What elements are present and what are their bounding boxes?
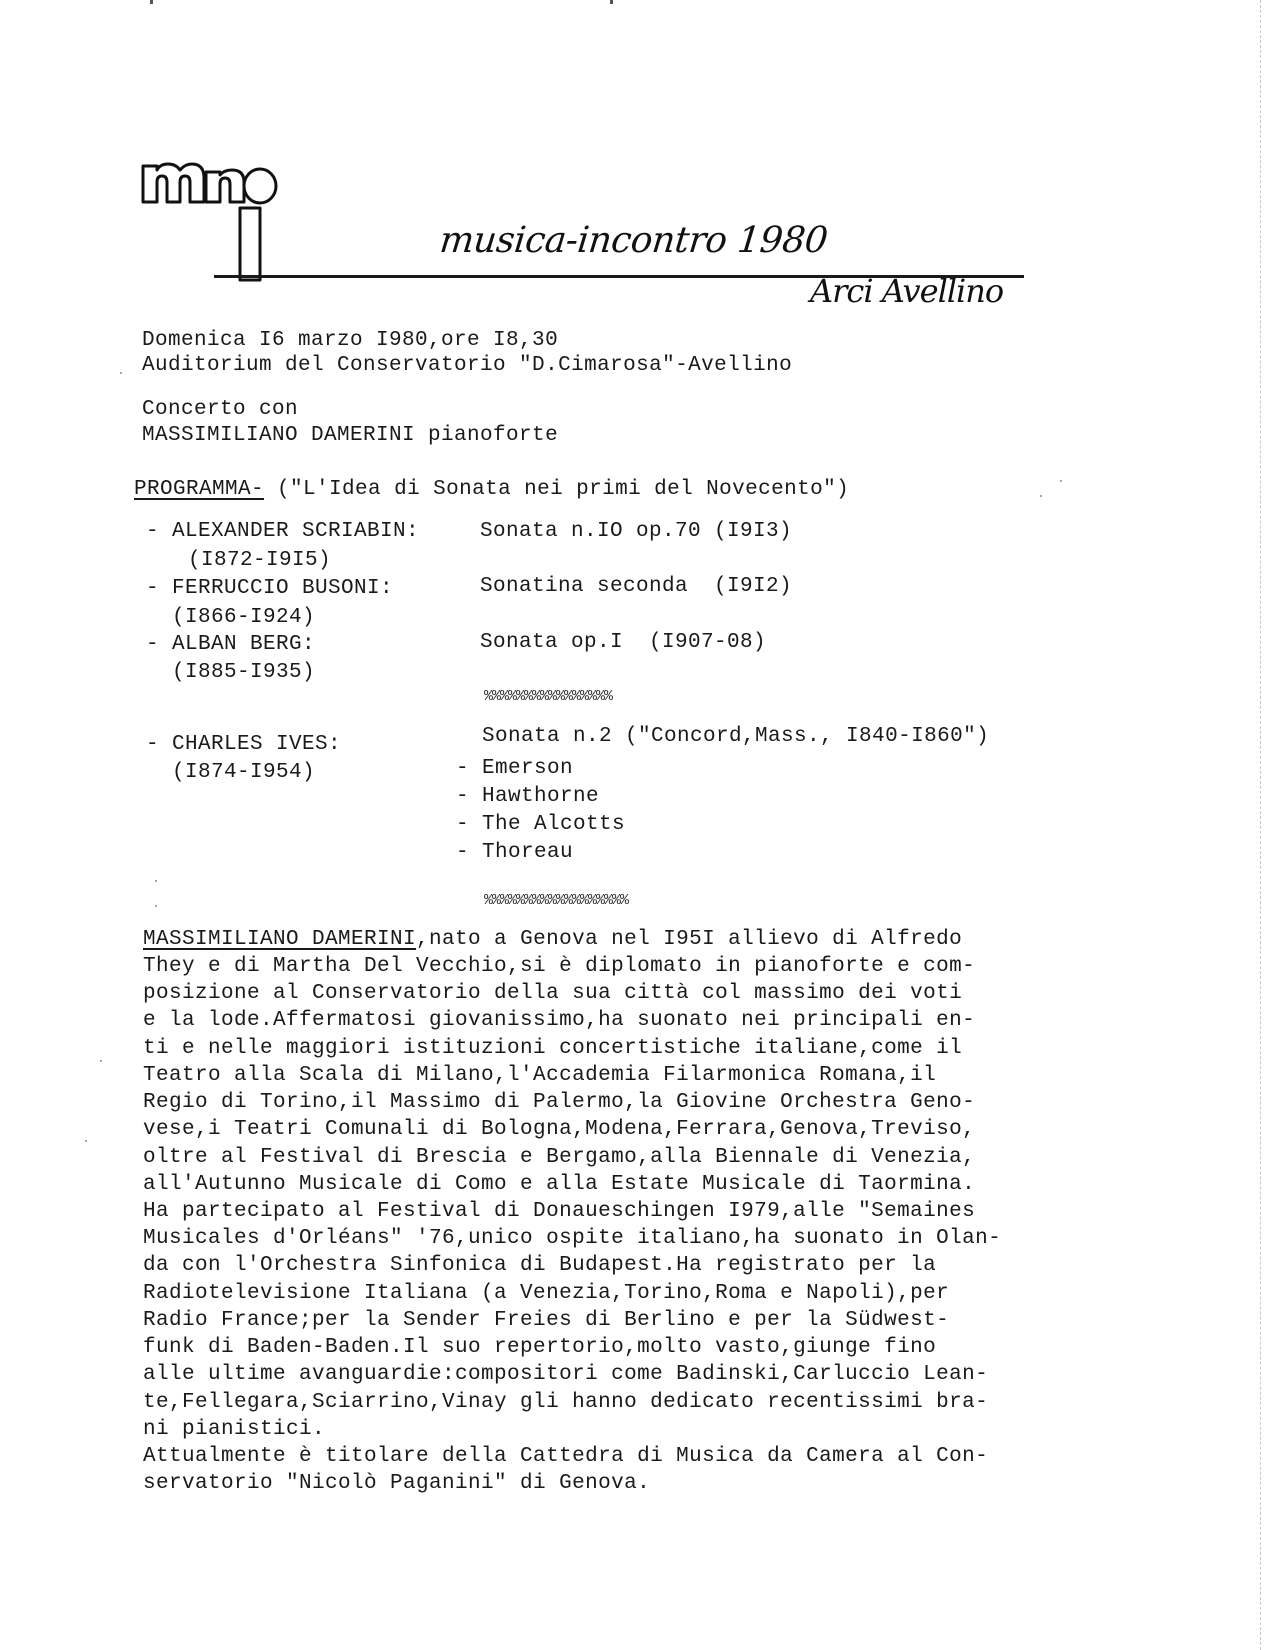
event-venue: Auditorium del Conservatorio "D.Cimarosa"-Avellino xyxy=(142,354,793,377)
bio-line: vese,i Teatri Comunali di Bologna,Modena,Ferrara,Genova,Treviso, xyxy=(143,1118,976,1141)
work-scriabin: Sonata n.IO op.70 (I9I3) xyxy=(480,520,793,543)
programme-label: PROGRAMMA- xyxy=(134,478,265,501)
mi-logo xyxy=(140,160,290,285)
bio-line: e la lode.Affermatosi giovanissimo,ha suonato nei principali en- xyxy=(143,1009,976,1032)
composer-scriabin: - ALEXANDER SCRIABIN: xyxy=(146,520,420,543)
bio-line: all'Autunno Musicale di Como e alla Estate Musicale di Taormina. xyxy=(143,1173,976,1196)
concert-label: Concerto con xyxy=(142,398,299,421)
composer-dates-busoni: (I866-I924) xyxy=(172,606,316,629)
scan-speck xyxy=(120,372,122,374)
bio-line: Teatro alla Scala di Milano,l'Accademia Filarmonica Romana,il xyxy=(143,1064,937,1087)
composer-dates-scriabin: (I872-I9I5) xyxy=(188,549,332,572)
composer-berg: - ALBAN BERG: xyxy=(146,633,316,656)
separator: %%%%%%%%%%%%%%%% xyxy=(484,688,613,705)
bio-line: funk di Baden-Baden.Il suo repertorio,molto vasto,giunge fino xyxy=(143,1336,937,1359)
bio-line: servatorio "Nicolò Paganini" di Genova. xyxy=(143,1472,651,1495)
bio-line: da con l'Orchestra Sinfonica di Budapest.Ha registrato per la xyxy=(143,1254,937,1277)
scan-speck xyxy=(1040,495,1042,497)
work-ives: Sonata n.2 ("Concord,Mass., I840-I860") xyxy=(482,725,990,748)
movement-item: - Thoreau xyxy=(456,841,574,864)
bio-line: Radio France;per la Sender Freies di Berlino e per la Südwest- xyxy=(143,1309,950,1332)
work-busoni: Sonatina seconda (I9I2) xyxy=(480,575,793,598)
programme-theme: ("L'Idea di Sonata nei primi del Novecento") xyxy=(277,478,850,501)
performer-line: MASSIMILIANO DAMERINI pianoforte xyxy=(142,424,559,447)
bio-line: Regio di Torino,il Massimo di Palermo,la Giovine Orchestra Geno- xyxy=(143,1091,976,1114)
bio-line: Musicales d'Orléans" '76,unico ospite italiano,ha suonato in Olan- xyxy=(143,1227,1002,1250)
bio-line: te,Fellegara,Sciarrino,Vinay gli hanno dedicato recentissimi bra- xyxy=(143,1391,989,1414)
scan-speck xyxy=(155,880,157,882)
scan-speck xyxy=(155,905,157,907)
separator: %%%%%%%%%%%%%%%%%% xyxy=(484,892,629,909)
bio-name: MASSIMILIANO DAMERINI xyxy=(143,928,417,951)
header-title: musica-incontro 1980 xyxy=(437,220,830,261)
bio-line: ni pianistici. xyxy=(143,1418,326,1441)
bio-line: alle ultime avanguardie:compositori come Badinski,Carluccio Lean- xyxy=(143,1363,989,1386)
movement-item: - Emerson xyxy=(456,757,574,780)
bio-line: Attualmente è titolare della Cattedra di Musica da Camera al Con- xyxy=(143,1445,989,1468)
scan-speck xyxy=(100,1060,102,1062)
movement-item: - Hawthorne xyxy=(456,785,600,808)
bio-line: ti e nelle maggiori istituzioni concertistiche italiane,come il xyxy=(143,1037,963,1060)
bio-line: MASSIMILIANO DAMERINI,nato a Genova nel I95I allievo di Alfredo xyxy=(143,928,963,951)
scan-speck xyxy=(85,1140,87,1142)
scan-edge-line xyxy=(1259,0,1261,1650)
composer-dates-ives: (I874-I954) xyxy=(172,761,316,784)
programme-heading xyxy=(134,477,849,503)
scan-artifact-marks xyxy=(150,0,710,6)
header-subtitle: Arci Avellino xyxy=(810,272,1004,310)
composer-dates-berg: (I885-I935) xyxy=(172,661,316,684)
work-berg: Sonata op.I (I907-08) xyxy=(480,631,767,654)
bio-line: They e di Martha Del Vecchio,si è diplomato in pianoforte e com- xyxy=(143,955,976,978)
event-date: Domenica I6 marzo I980,ore I8,30 xyxy=(142,329,559,352)
movement-item: - The Alcotts xyxy=(456,813,626,836)
composer-busoni: - FERRUCCIO BUSONI: xyxy=(146,577,394,600)
composer-ives: - CHARLES IVES: xyxy=(146,733,342,756)
bio-line: Ha partecipato al Festival di Donaueschingen I979,alle "Semaines xyxy=(143,1200,976,1223)
bio-line: oltre al Festival di Brescia e Bergamo,alla Biennale di Venezia, xyxy=(143,1146,976,1169)
bio-line: posizione al Conservatorio della sua città col massimo dei voti xyxy=(143,982,963,1005)
scan-speck xyxy=(1060,480,1062,482)
bio-line: Radiotelevisione Italiana (a Venezia,Torino,Roma e Napoli),per xyxy=(143,1282,950,1305)
